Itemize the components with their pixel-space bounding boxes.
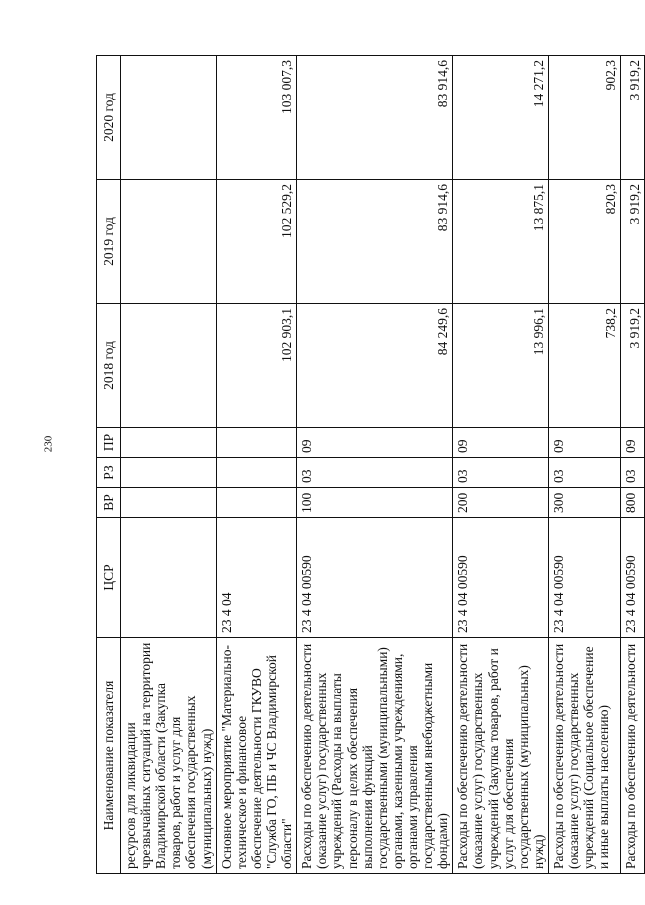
row-2020: 83 914,6 [297,56,453,180]
header-2019: 2019 год [97,180,121,304]
row-2020: 902,3 [548,56,620,180]
header-2020: 2020 год [97,56,121,180]
row-vr: 800 [620,488,644,518]
row-name: Расходы по обеспечению деятельности (оказание услуг) государственных учреждений (Расходы на выплаты персоналу в целях обеспечения выполнения функций государственными (муниципальными) органами, казенными учреждениями, органами управления государственными внебюджетными фондами) [297,638,453,874]
row-2019: 102 529,2 [216,180,297,304]
row-vr: 200 [453,488,549,518]
row-2018 [121,304,217,428]
row-csr: 23 4 04 00590 [548,518,620,638]
table-row [453,56,549,874]
row-2019: 820,3 [548,180,620,304]
table-row [297,56,453,874]
row-csr: 23 4 04 00590 [453,518,549,638]
table-header-row [97,56,121,874]
header-csr: ЦСР [97,518,121,638]
row-name: Расходы по обеспечению деятельности [620,638,644,874]
row-2019: 3 919,2 [620,180,644,304]
row-name: ресурсов для ликвидации чрезвычайных ситуаций на территории Владимирской области (Закупка товаров, работ и услуг для обеспечения государственных (муниципальных) нужд) [121,638,217,874]
row-2018: 84 249,6 [297,304,453,428]
row-2018: 13 996,1 [453,304,549,428]
table-row [216,56,297,874]
table-row [620,56,644,874]
row-vr [216,488,297,518]
row-rz: 03 [548,458,620,488]
row-name: Основное мероприятие "Материально-техническое и финансовое обеспечение деятельности ГКУВО "Служба ГО, ПБ и ЧС Владимирской области" [216,638,297,874]
row-csr [121,518,217,638]
row-name: Расходы по обеспечению деятельности (оказание услуг) государственных учреждений (Закупка товаров, работ и услуг для обеспечения государственных (муниципальных) нужд) [453,638,549,874]
row-pr [216,428,297,458]
row-name: Расходы по обеспечению деятельности (оказание услуг) государственных учреждений (Социальное обеспечение и иные выплаты населению) [548,638,620,874]
row-csr: 23 4 04 [216,518,297,638]
row-rz: 03 [620,458,644,488]
row-pr: 09 [548,428,620,458]
row-2019: 13 875,1 [453,180,549,304]
row-pr: 09 [297,428,453,458]
row-rz: 03 [453,458,549,488]
table-row [121,56,217,874]
budget-table-container [96,56,642,874]
table-row [548,56,620,874]
row-vr: 300 [548,488,620,518]
row-2020: 103 007,3 [216,56,297,180]
row-vr [121,488,217,518]
row-2020: 3 919,2 [620,56,644,180]
header-2018: 2018 год [97,304,121,428]
row-pr: 09 [620,428,644,458]
header-name: Наименование показателя [97,638,121,874]
row-2020: 14 271,2 [453,56,549,180]
header-pr: ПР [97,428,121,458]
row-rz: 03 [297,458,453,488]
row-csr: 23 4 04 00590 [297,518,453,638]
row-rz [121,458,217,488]
row-2019: 83 914,6 [297,180,453,304]
row-pr [121,428,217,458]
budget-table [96,55,645,874]
row-2020 [121,56,217,180]
row-csr: 23 4 04 00590 [620,518,644,638]
header-rz: РЗ [97,458,121,488]
row-2018: 102 903,1 [216,304,297,428]
row-rz [216,458,297,488]
header-vr: ВР [97,488,121,518]
page-number: 230 [42,435,55,453]
row-2018: 3 919,2 [620,304,644,428]
row-2018: 738,2 [548,304,620,428]
row-pr: 09 [453,428,549,458]
row-2019 [121,180,217,304]
row-vr: 100 [297,488,453,518]
